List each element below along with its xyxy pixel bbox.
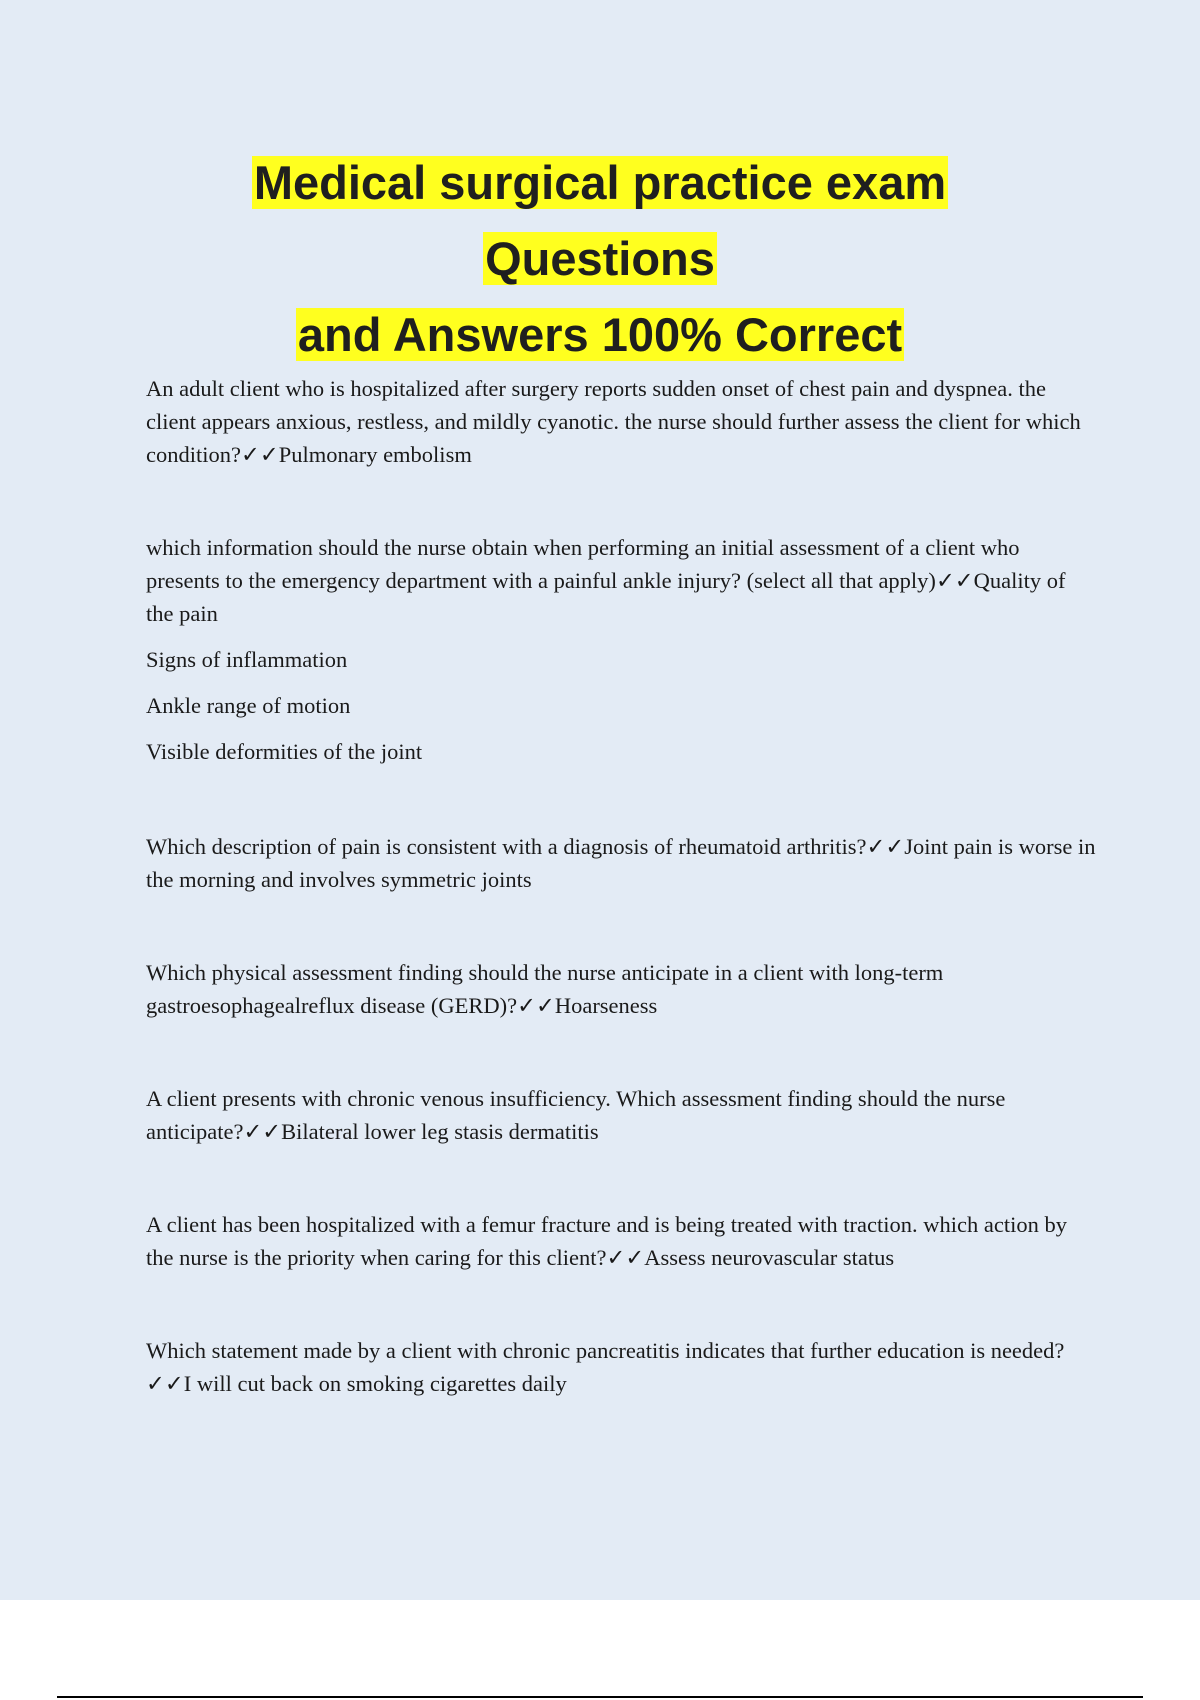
answer-option: Visible deformities of the joint xyxy=(146,739,423,764)
question-text: which information should the nurse obtain when performing an initial assessment of a client who presents to the emergency department with a painful ankle injury? (select all that apply) xyxy=(146,535,1020,593)
answer-marker: ✓✓ xyxy=(146,1371,184,1396)
qa-item-2-main xyxy=(146,531,1096,630)
answer-text: Assess neurovascular status xyxy=(644,1245,895,1270)
answer-text: Pulmonary embolism xyxy=(278,442,472,467)
answer-option: Ankle range of motion xyxy=(146,693,351,718)
qa-item-3 xyxy=(146,830,1096,896)
title-highlight: Questions xyxy=(485,232,715,285)
answer-text: Bilateral lower leg stasis dermatitis xyxy=(281,1119,599,1144)
answer-text: Joint pain is worse in the morning and involves symmetric joints xyxy=(146,834,1096,892)
answer-marker: ✓✓ xyxy=(606,1245,645,1270)
qa-item-4 xyxy=(146,956,1096,1022)
qa-item-1 xyxy=(146,372,1096,471)
answer-text: Hoarseness xyxy=(554,993,658,1018)
question-text: A client has been hospitalized with a femur fracture and is being treated with traction. which action by the nurse is the priority when caring for this client? xyxy=(146,1212,1067,1270)
question-text: Which description of pain is consistent with a diagnosis of rheumatoid arthritis? xyxy=(146,834,867,859)
title-line-1 xyxy=(0,145,1200,221)
qa-item-2 xyxy=(146,531,1096,768)
title-line-3 xyxy=(0,297,1200,373)
qa-item-7 xyxy=(146,1334,1096,1400)
footer-divider xyxy=(57,1696,1143,1698)
title-highlight: and Answers 100% Correct xyxy=(297,308,903,361)
answer-marker: ✓✓ xyxy=(240,442,279,467)
question-text: Which statement made by a client with chronic pancreatitis indicates that further education is needed? xyxy=(146,1338,1065,1363)
question-text: Which physical assessment finding should the nurse anticipate in a client with long-term gastroesophagealreflux disease (GERD)? xyxy=(146,960,944,1018)
title-highlight: Medical surgical practice exam xyxy=(253,156,947,209)
answer-text: Quality of the pain xyxy=(146,568,1066,626)
answer-marker: ✓✓ xyxy=(243,1119,282,1144)
answer-text: I will cut back on smoking cigarettes daily xyxy=(183,1371,567,1396)
question-text: A client presents with chronic venous insufficiency. Which assessment finding should the nurse anticipate? xyxy=(146,1086,1006,1144)
answer-marker: ✓✓ xyxy=(517,993,555,1018)
qa-item-6 xyxy=(146,1208,1096,1274)
title-line-2 xyxy=(0,221,1200,297)
answer-marker: ✓✓ xyxy=(935,568,974,593)
qa-item-5 xyxy=(146,1082,1096,1148)
question-text: An adult client who is hospitalized after surgery reports sudden onset of chest pain and dyspnea. the client appears anxious, restless, and mildly cyanotic. the nurse should further assess the client for which condition? xyxy=(146,376,1081,467)
document-title xyxy=(0,145,1200,373)
answer-marker: ✓✓ xyxy=(866,834,905,859)
answer-option: Signs of inflammation xyxy=(146,647,348,672)
qa-list xyxy=(146,372,1096,1400)
